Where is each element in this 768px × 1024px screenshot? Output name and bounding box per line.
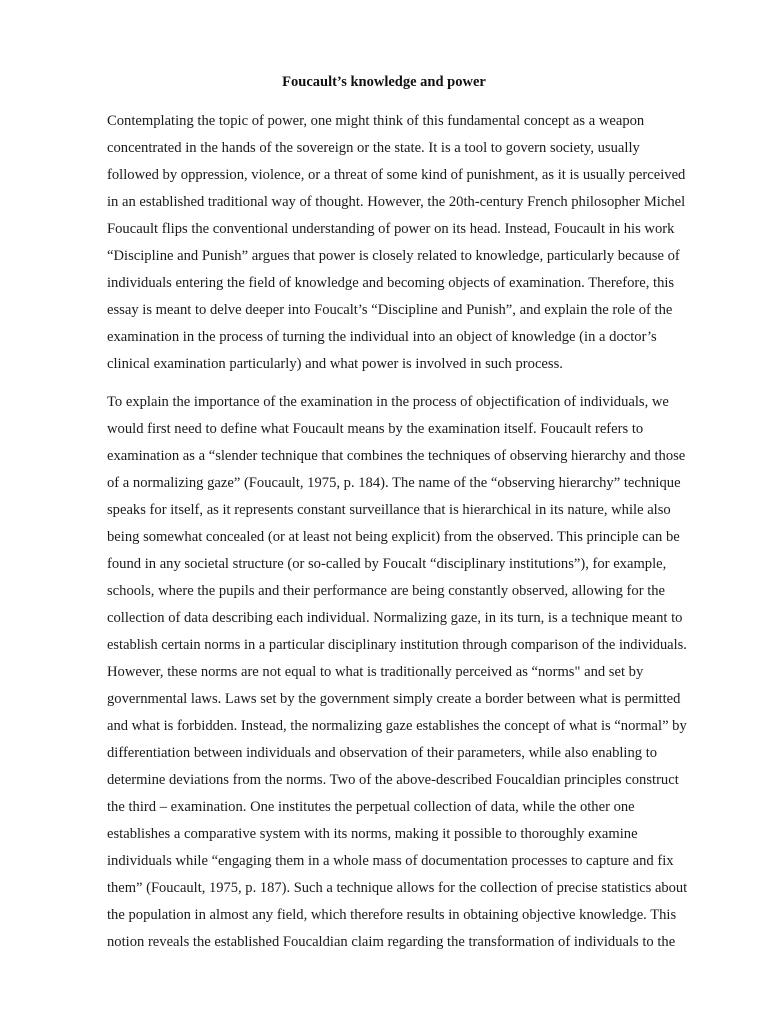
text-line: Foucault flips the conventional understanding of power on its head. Instead, Foucault in his work — [107, 221, 675, 237]
text-line: However, these norms are not equal to what is traditionally perceived as “norms" and set by — [107, 664, 644, 680]
text-line: found in any societal structure (or so-called by Foucalt “disciplinary institutions”), for example, — [107, 556, 667, 572]
text-line: followed by oppression, violence, or a threat of some kind of punishment, as it is usually perceived — [107, 167, 686, 183]
paragraph-1 — [107, 108, 687, 378]
paragraph-2 — [107, 389, 687, 956]
text-line: To explain the importance of the examination in the process of objectification of individuals, we — [107, 394, 669, 410]
text-line: examination as a “slender technique that combines the techniques of observing hierarchy and those — [107, 448, 686, 464]
text-line: the population in almost any field, which therefore results in obtaining objective knowledge. This — [107, 907, 677, 923]
text-line: essay is meant to delve deeper into Foucalt’s “Discipline and Punish”, and explain the role of the — [107, 302, 673, 318]
text-line: of a normalizing gaze” (Foucault, 1975, p. 184). The name of the “observing hierarchy” technique — [107, 475, 681, 491]
text-line: differentiation between individuals and observation of their parameters, while also enabling to — [107, 745, 658, 761]
text-line: being somewhat concealed (or at least not being explicit) from the observed. This principle can be — [107, 529, 680, 545]
text-line: in an established traditional way of thought. However, the 20th-century French philosopher Michel — [107, 194, 686, 210]
text-line: the third – examination. One institutes the perpetual collection of data, while the other one — [107, 799, 635, 815]
text-line: establishes a comparative system with its norms, making it possible to thoroughly examine — [107, 826, 638, 842]
text-line: individuals entering the field of knowledge and becoming objects of examination. Therefore, this — [107, 275, 675, 291]
text-line: collection of data describing each individual. Normalizing gaze, in its turn, is a technique meant to — [107, 610, 683, 626]
text-line: individuals while “engaging them in a whole mass of documentation processes to capture and fix — [107, 853, 674, 869]
text-line: clinical examination particularly) and what power is involved in such process. — [107, 356, 563, 372]
text-line: governmental laws. Laws set by the government simply create a border between what is permitted — [107, 691, 681, 707]
text-line: them” (Foucault, 1975, p. 187). Such a technique allows for the collection of precise statistics about — [107, 880, 688, 896]
text-line: determine deviations from the norms. Two of the above-described Foucaldian principles construct — [107, 772, 679, 788]
text-line: Contemplating the topic of power, one might think of this fundamental concept as a weapon — [107, 113, 645, 129]
document-title: Foucault’s knowledge and power — [282, 74, 486, 90]
text-line: speaks for itself, as it represents constant surveillance that is hierarchical in its nature, while also — [107, 502, 671, 518]
text-line: concentrated in the hands of the sovereign or the state. It is a tool to govern society, usually — [107, 140, 640, 156]
text-line: examination in the process of turning the individual into an object of knowledge (in a doctor’s — [107, 329, 657, 345]
text-line: establish certain norms in a particular disciplinary institution through comparison of the individuals. — [107, 637, 687, 653]
text-line: notion reveals the established Foucaldian claim regarding the transformation of individuals to the — [107, 934, 676, 950]
text-line: and what is forbidden. Instead, the normalizing gaze establishes the concept of what is “normal” by — [107, 718, 687, 734]
text-line: “Discipline and Punish” argues that power is closely related to knowledge, particularly because of — [107, 248, 680, 264]
text-line: schools, where the pupils and their performance are being constantly observed, allowing for the — [107, 583, 666, 599]
text-line: would first need to define what Foucault means by the examination itself. Foucault refers to — [107, 421, 644, 437]
